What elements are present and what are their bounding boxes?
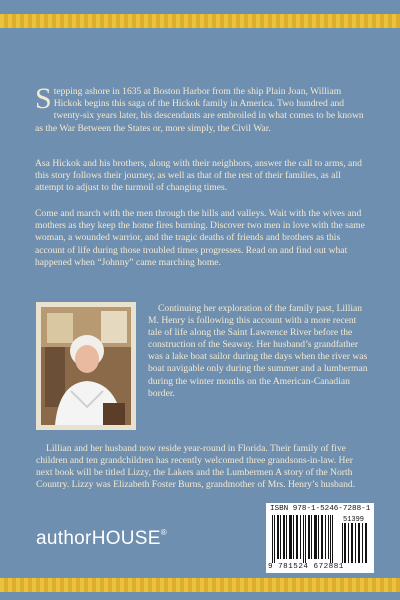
publisher-logo bbox=[36, 528, 167, 550]
intro-paragraph-1 bbox=[35, 82, 367, 135]
registered-mark: ® bbox=[160, 528, 167, 537]
isbn-text: ISBN 978-1-5246-7288-1 bbox=[270, 505, 371, 513]
intro-text-1: tepping ashore in 1635 at Boston Harbor from the ship Plain Joan, William Hickok begins this saga of the Hickok family in America. Two hundred and twenty-six years later, his descendants are embroiled in what comes to be known as the War Between the States or, more simply, the Civil War. bbox=[35, 86, 364, 134]
top-stripe bbox=[0, 14, 400, 28]
bottom-stripe bbox=[0, 578, 400, 592]
author-photo bbox=[36, 302, 136, 430]
author-bio-paragraph-1: Continuing her exploration of the family past, Lillian M. Henry is following this account with a more recent tale of life along the Saint Lawrence River before the construction of the Seaway. Her husband’s grandfather was a lake boat sailor during the days when the river was boat navigable only during the summer and a lumberman during the winter months on the American-Canadian border. bbox=[148, 303, 368, 399]
publisher-logo-part-2: HOUSE bbox=[91, 528, 161, 549]
ean-number: 9 781524 672881 bbox=[268, 563, 344, 571]
author-bio-paragraph-2: Lillian and her husband now reside year-round in Florida. Their family of five children and ten grandchildren has recently welcomed three grandsons-in-law. Her next book will be titled Lizzy, the Lakers and the Lumbermen A story of the North Country. Lizzy was Elizabeth Foster Burns, grandmother of Mrs. Henry’s husband. bbox=[36, 443, 356, 491]
barcode-addon-number: 51399 bbox=[343, 516, 365, 524]
intro-paragraph-2: Asa Hickok and his brothers, along with their neighbors, answer the call to arms, and this story follows their journey, as well as that of the rest of their families, as all attempt to adjust to the turmoil of changing times. bbox=[35, 158, 362, 194]
author-photo-icon bbox=[41, 307, 131, 425]
intro-paragraph-3: Come and march with the men through the hills and valleys. Wait with the wives and mothers as they keep the home fires burning. Discover two men in love with the same woman, a wounded warrior, and the tragic deaths of friends and brothers as this account of life during those troubled times progresses. Read on and find out what happened when “Johnny” came marching home. bbox=[35, 208, 365, 268]
drop-cap: S bbox=[35, 82, 52, 115]
publisher-logo-part-1: author bbox=[36, 528, 92, 549]
barcode bbox=[266, 503, 374, 573]
